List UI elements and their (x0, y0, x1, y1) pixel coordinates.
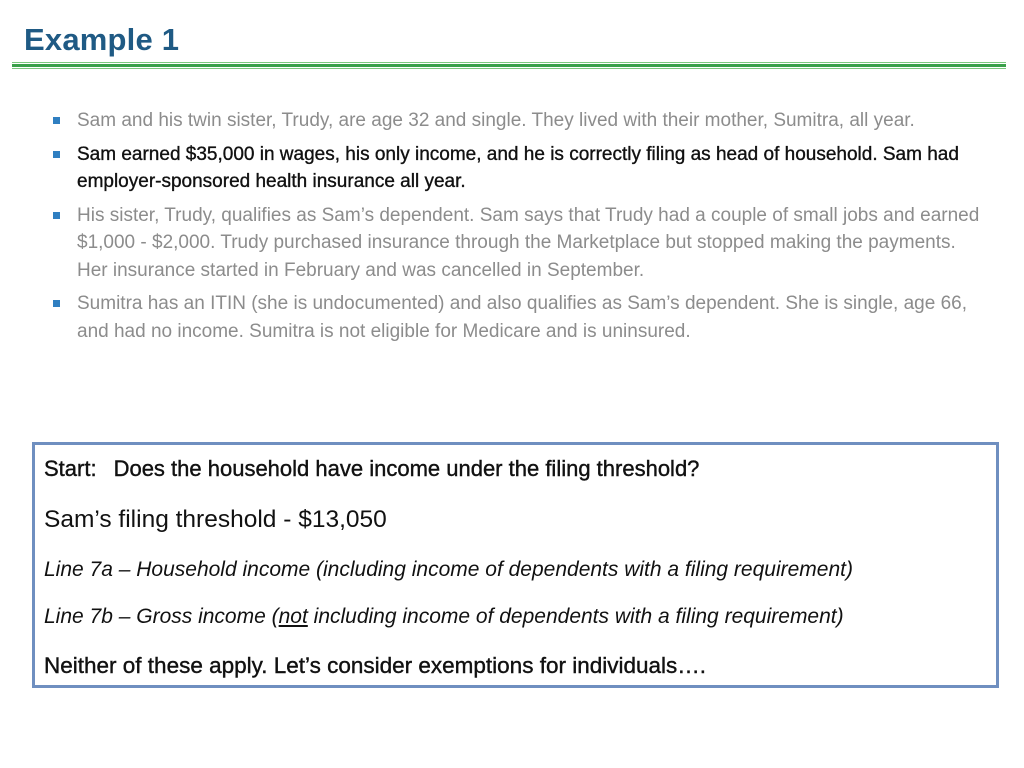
bullet-item-sumitra (52, 290, 987, 345)
line-7b-text-before: Line 7b – Gross income ( (44, 605, 279, 628)
filing-threshold-line: Sam’s filing threshold - $13,050 (44, 506, 387, 533)
bullet-text: Sumitra has an ITIN (she is undocumented) and also qualifies as Sam’s dependent. She is single, age 66, and had no income. Sumitra is not eligible for Medicare and is uninsured. (77, 293, 968, 342)
title-divider-line-top (12, 62, 1006, 63)
square-bullet-icon (53, 117, 60, 124)
bullet-text: Sam and his twin sister, Trudy, are age 32 and single. They lived with their mother, Sumitra, all year. (77, 110, 915, 131)
bullet-text: His sister, Trudy, qualifies as Sam’s dependent. Sam says that Trudy had a couple of small jobs and earned $1,000 - $2,000. Trudy purchased insurance through the Marketplace but stopped making the payments. Her insurance started in February and was cancelled in September. (77, 204, 980, 281)
start-question: Does the household have income under the filing threshold? (113, 456, 700, 481)
line-7b-text-after: including income of dependents with a filing requirement) (307, 605, 844, 628)
square-bullet-icon (53, 300, 60, 307)
title-divider (12, 62, 1006, 70)
bullet-text: Sam earned $35,000 in wages, his only income, and he is correctly filing as head of household. Sam had employer-sponsored health insurance all year. (77, 143, 959, 192)
line-7a-text: Line 7a – Household income (including income of dependents with a filing requirement) (44, 558, 853, 581)
title-divider-line-bottom (12, 68, 1006, 69)
bullet-item-sam-income (52, 141, 987, 196)
square-bullet-icon (53, 151, 60, 158)
bullet-item-trudy (52, 202, 987, 285)
bullet-item-household (52, 107, 987, 135)
line-7b-underlined-word: not (278, 605, 308, 628)
bullet-list (52, 107, 987, 351)
filing-threshold-box (32, 442, 999, 688)
start-question-line (44, 454, 699, 484)
slide-title: Example 1 (24, 22, 180, 57)
conclusion-line: Neither of these apply. Let’s consider exemptions for individuals…. (44, 653, 707, 678)
line-7b-text (44, 602, 844, 632)
square-bullet-icon (53, 212, 60, 219)
start-label: Start: (44, 456, 97, 481)
title-divider-line-middle (12, 64, 1006, 67)
